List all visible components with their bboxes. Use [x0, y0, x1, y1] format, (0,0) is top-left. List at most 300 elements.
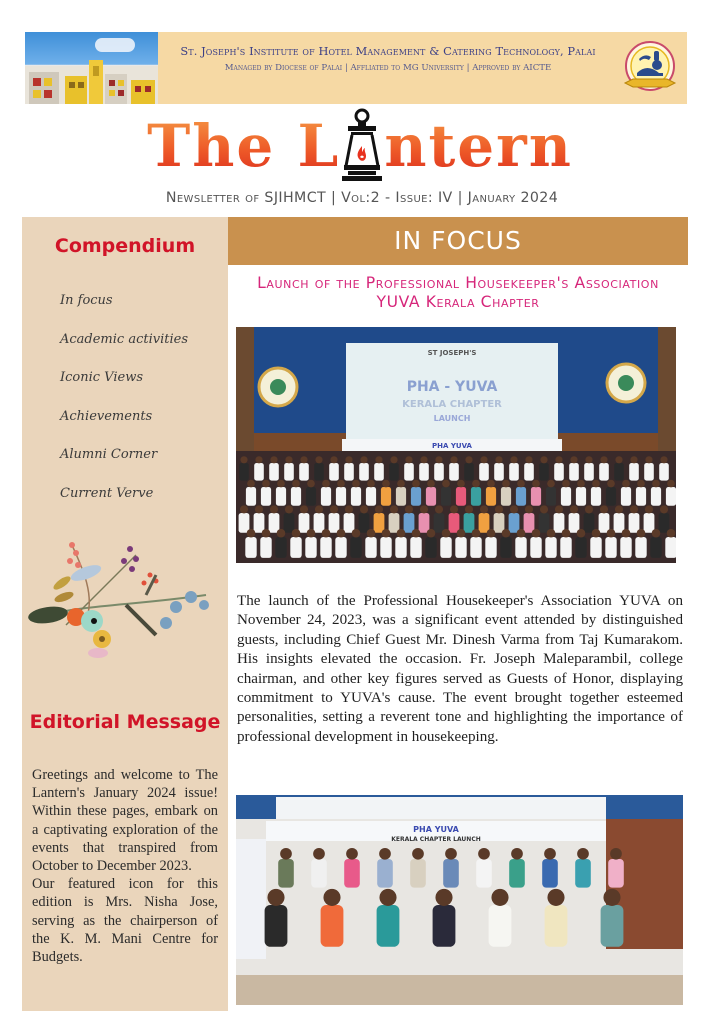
- person-head: [450, 505, 458, 513]
- person-head: [262, 480, 270, 488]
- person-head: [465, 505, 473, 513]
- person-figure: [305, 537, 316, 558]
- person-figure: [449, 463, 459, 481]
- person-figure: [260, 537, 271, 558]
- person-head: [420, 456, 427, 463]
- person-head: [472, 480, 480, 488]
- person-head: [292, 529, 301, 538]
- person-head: [315, 505, 323, 513]
- person-head: [412, 529, 421, 538]
- person-head: [346, 848, 358, 860]
- person-figure: [381, 487, 391, 506]
- person-head: [607, 480, 615, 488]
- person-figure: [599, 513, 610, 533]
- person-head: [427, 529, 436, 538]
- person-head: [622, 529, 631, 538]
- person-head: [307, 480, 315, 488]
- person-head: [323, 889, 340, 906]
- person-figure: [620, 537, 631, 558]
- person-head: [517, 480, 525, 488]
- person-head: [412, 848, 424, 860]
- person-head: [450, 456, 457, 463]
- person-head: [427, 480, 435, 488]
- person-figure: [621, 487, 631, 506]
- person-head: [525, 456, 532, 463]
- person-figure: [545, 537, 556, 558]
- person-head: [510, 505, 518, 513]
- person-head: [405, 456, 412, 463]
- person-figure: [569, 463, 579, 481]
- person-figure: [299, 513, 310, 533]
- person-figure: [509, 859, 525, 888]
- masthead: [110, 108, 610, 186]
- person-figure: [629, 513, 640, 533]
- person-head: [570, 456, 577, 463]
- person-figure: [494, 513, 505, 533]
- person-figure: [449, 513, 460, 533]
- person-figure: [659, 463, 669, 481]
- person-head: [603, 889, 620, 906]
- person-head: [517, 529, 526, 538]
- person-head: [330, 456, 337, 463]
- person-figure: [561, 487, 571, 506]
- person-figure: [629, 463, 639, 481]
- person-figure: [404, 513, 415, 533]
- person-figure: [650, 537, 661, 558]
- person-figure: [501, 487, 511, 506]
- person-figure: [539, 513, 550, 533]
- person-figure: [651, 487, 661, 506]
- event-group-photo-1: [236, 327, 676, 563]
- person-figure: [239, 463, 249, 481]
- person-figure: [404, 463, 414, 481]
- banner-subtext: KERALA CHAPTER LAUNCH: [391, 836, 481, 843]
- person-head: [491, 889, 508, 906]
- person-head: [322, 529, 331, 538]
- person-figure: [261, 487, 271, 506]
- person-head: [352, 529, 361, 538]
- person-figure: [476, 859, 492, 888]
- person-figure: [411, 487, 421, 506]
- person-head: [382, 480, 390, 488]
- title-part-2: ntern: [384, 112, 573, 180]
- person-head: [660, 456, 667, 463]
- person-figure: [545, 905, 568, 947]
- person-figure: [500, 537, 511, 558]
- person-head: [637, 529, 646, 538]
- person-head: [585, 456, 592, 463]
- person-head: [367, 480, 375, 488]
- person-figure: [479, 513, 490, 533]
- person-figure: [269, 463, 279, 481]
- person-head: [585, 505, 593, 513]
- person-head: [570, 505, 578, 513]
- person-head: [285, 456, 292, 463]
- person-figure: [560, 537, 571, 558]
- person-figure: [306, 487, 316, 506]
- compendium-heading: Compendium: [54, 235, 196, 257]
- person-head: [495, 456, 502, 463]
- person-head: [337, 529, 346, 538]
- person-figure: [606, 487, 616, 506]
- person-head: [502, 480, 510, 488]
- person-figure: [254, 513, 265, 533]
- person-head: [600, 456, 607, 463]
- person-figure: [554, 463, 564, 481]
- person-head: [502, 529, 511, 538]
- person-figure: [314, 513, 325, 533]
- person-figure: [419, 513, 430, 533]
- person-figure: [440, 537, 451, 558]
- person-figure: [335, 537, 346, 558]
- person-figure: [443, 859, 459, 888]
- person-head: [532, 529, 541, 538]
- menu-item-achievements[interactable]: Achievements: [60, 408, 153, 424]
- compendium-menu: [60, 293, 188, 524]
- person-head: [495, 505, 503, 513]
- person-figure: [311, 859, 327, 888]
- person-head: [652, 529, 661, 538]
- person-figure: [284, 463, 294, 481]
- person-figure: [344, 463, 354, 481]
- person-figure: [254, 463, 264, 481]
- newsletter-title: [110, 108, 610, 184]
- person-figure: [464, 463, 474, 481]
- person-figure: [614, 513, 625, 533]
- person-figure: [425, 537, 436, 558]
- person-head: [667, 529, 676, 538]
- person-figure: [336, 487, 346, 506]
- person-head: [337, 480, 345, 488]
- person-head: [313, 848, 325, 860]
- person-head: [420, 505, 428, 513]
- person-head: [511, 848, 523, 860]
- person-head: [577, 480, 585, 488]
- person-figure: [524, 513, 535, 533]
- article-title: Launch of the Professional Housekeeper's Association YUVA Kerala Chapter: [257, 274, 659, 311]
- person-head: [555, 456, 562, 463]
- person-figure: [374, 513, 385, 533]
- person-figure: [434, 513, 445, 533]
- person-figure: [614, 463, 624, 481]
- article-body: The launch of the Professional Housekeeper's Association YUVA on November 24, 2023, was a significant event attended by distinguished guests, including Chief Guest Mr. Dinesh Varma from Taj Kumarakom. His insights elevated the occasion. Fr. Joseph Maleparambil, college chairman, and other key figures served as Guests of Honor, displaying commitment to YUVA's cause. The event brought together esteemed personalities, setting a reverent tone and highlighting the importance of professional development in housekeeping.: [237, 593, 683, 745]
- person-head: [330, 505, 338, 513]
- person-figure: [410, 859, 426, 888]
- person-head: [412, 480, 420, 488]
- person-figure: [575, 859, 591, 888]
- person-head: [442, 480, 450, 488]
- person-figure: [494, 463, 504, 481]
- person-figure: [329, 513, 340, 533]
- person-figure: [575, 537, 586, 558]
- banner-text: PHA YUVA: [432, 442, 472, 450]
- person-figure: [239, 513, 250, 533]
- person-figure: [546, 487, 556, 506]
- person-figure: [290, 537, 301, 558]
- person-figure: [601, 905, 624, 947]
- person-figure: [269, 513, 280, 533]
- person-head: [630, 505, 638, 513]
- person-figure: [591, 487, 601, 506]
- person-head: [525, 505, 533, 513]
- person-head: [607, 529, 616, 538]
- person-figure: [433, 905, 456, 947]
- person-figure: [350, 537, 361, 558]
- screen-header-text: ST JOSEPH'S: [427, 349, 477, 357]
- person-figure: [329, 463, 339, 481]
- person-figure: [524, 463, 534, 481]
- person-head: [267, 889, 284, 906]
- person-figure: [584, 513, 595, 533]
- editorial-heading: Editorial Message: [29, 711, 221, 733]
- person-head: [645, 505, 653, 513]
- person-head: [547, 529, 556, 538]
- person-figure: [389, 513, 400, 533]
- person-head: [615, 456, 622, 463]
- person-figure: [515, 537, 526, 558]
- person-figure: [471, 487, 481, 506]
- screen-line-2: KERALA CHAPTER: [402, 399, 502, 410]
- person-head: [240, 456, 247, 463]
- person-head: [240, 505, 248, 513]
- person-head: [472, 529, 481, 538]
- person-head: [285, 505, 293, 513]
- person-figure: [530, 537, 541, 558]
- person-figure: [320, 537, 331, 558]
- person-head: [465, 456, 472, 463]
- person-figure: [470, 537, 481, 558]
- person-head: [445, 848, 457, 860]
- person-figure: [276, 487, 286, 506]
- person-figure: [366, 487, 376, 506]
- person-head: [397, 480, 405, 488]
- person-head: [375, 505, 383, 513]
- person-figure: [489, 905, 512, 947]
- person-figure: [635, 537, 646, 558]
- person-head: [352, 480, 360, 488]
- editorial-message-text: [32, 766, 218, 966]
- person-figure: [554, 513, 565, 533]
- person-head: [562, 529, 571, 538]
- editorial-paragraph: Our featured icon for this edition is Mrs. Nisha Jose, serving as the chairperson of the K. M. Mani Centre for Budgets.: [32, 876, 218, 966]
- person-head: [532, 480, 540, 488]
- menu-item-alumni-corner[interactable]: Alumni Corner: [60, 447, 158, 462]
- event-group-photo-2: [236, 795, 683, 1005]
- person-figure: [531, 487, 541, 506]
- person-head: [544, 848, 556, 860]
- group-photo-illustration: [236, 327, 676, 563]
- person-figure: [509, 513, 520, 533]
- person-head: [480, 456, 487, 463]
- person-figure: [608, 859, 624, 888]
- person-head: [280, 848, 292, 860]
- person-figure: [389, 463, 399, 481]
- person-figure: [486, 487, 496, 506]
- person-figure: [644, 463, 654, 481]
- person-head: [405, 505, 413, 513]
- person-head: [630, 456, 637, 463]
- person-figure: [485, 537, 496, 558]
- menu-item-in-focus[interactable]: In focus: [60, 293, 113, 308]
- person-head: [300, 456, 307, 463]
- person-head: [652, 480, 660, 488]
- person-figure: [359, 513, 370, 533]
- person-figure: [275, 537, 286, 558]
- person-figure: [284, 513, 295, 533]
- person-head: [379, 848, 391, 860]
- person-figure: [605, 537, 616, 558]
- person-figure: [351, 487, 361, 506]
- person-head: [390, 456, 397, 463]
- editorial-paragraph: Greetings and welcome to The Lantern's January 2024 issue! Within these pages, embark on a captivating exploration of the events that transpired from October to December 2023.: [32, 767, 218, 875]
- person-figure: [419, 463, 429, 481]
- dignitaries-photo-illustration: [236, 795, 683, 1005]
- person-head: [379, 889, 396, 906]
- person-head: [262, 529, 271, 538]
- person-figure: [456, 487, 466, 506]
- person-figure: [245, 537, 256, 558]
- person-head: [345, 456, 352, 463]
- section-label: IN FOCUS: [394, 226, 522, 255]
- screen-line-1: PHA - YUVA: [406, 379, 498, 395]
- person-head: [487, 529, 496, 538]
- person-head: [577, 848, 589, 860]
- person-figure: [321, 905, 344, 947]
- person-head: [622, 480, 630, 488]
- person-head: [577, 529, 586, 538]
- person-figure: [659, 513, 670, 533]
- person-figure: [636, 487, 646, 506]
- person-figure: [569, 513, 580, 533]
- person-figure: [441, 487, 451, 506]
- person-head: [610, 848, 622, 860]
- person-figure: [665, 537, 676, 558]
- person-figure: [542, 859, 558, 888]
- person-head: [315, 456, 322, 463]
- banner-text: PHA YUVA: [413, 825, 459, 834]
- person-head: [457, 480, 465, 488]
- building-illustration: [25, 58, 158, 104]
- person-figure: [359, 463, 369, 481]
- person-figure: [278, 859, 294, 888]
- menu-item-current-verve[interactable]: Current Verve: [60, 485, 154, 501]
- person-head: [270, 456, 277, 463]
- person-figure: [395, 537, 406, 558]
- campus-building-photo: [25, 32, 158, 104]
- person-head: [435, 889, 452, 906]
- person-figure: [426, 487, 436, 506]
- person-head: [307, 529, 316, 538]
- person-figure: [374, 463, 384, 481]
- person-figure: [377, 905, 400, 947]
- person-head: [637, 480, 645, 488]
- person-head: [397, 529, 406, 538]
- person-head: [360, 505, 368, 513]
- person-figure: [344, 513, 355, 533]
- person-head: [540, 505, 548, 513]
- person-head: [547, 480, 555, 488]
- institute-emblem-icon: [621, 39, 679, 97]
- person-figure: [265, 905, 288, 947]
- person-head: [478, 848, 490, 860]
- person-head: [382, 529, 391, 538]
- person-head: [540, 456, 547, 463]
- person-figure: [479, 463, 489, 481]
- institute-affiliation: Managed by Diocese of Palai | Affliated to MG University | Approved by AICTE: [224, 63, 552, 73]
- newsletter-tagline: Newsletter of SJIHMCT | Vol:2 - Issue: IV | January 2024: [165, 190, 559, 206]
- person-head: [547, 889, 564, 906]
- person-figure: [321, 487, 331, 506]
- person-head: [300, 505, 308, 513]
- person-figure: [291, 487, 301, 506]
- person-head: [435, 456, 442, 463]
- person-figure: [410, 537, 421, 558]
- person-head: [270, 505, 278, 513]
- person-head: [292, 480, 300, 488]
- person-head: [555, 505, 563, 513]
- person-figure: [299, 463, 309, 481]
- person-figure: [377, 859, 393, 888]
- person-figure: [455, 537, 466, 558]
- person-figure: [576, 487, 586, 506]
- menu-item-iconic-views[interactable]: Iconic Views: [60, 370, 143, 385]
- menu-item-academic-activities[interactable]: Academic activities: [60, 331, 188, 347]
- person-head: [615, 505, 623, 513]
- title-part-1: The L: [147, 112, 341, 180]
- person-figure: [644, 513, 655, 533]
- person-head: [247, 529, 256, 538]
- person-figure: [516, 487, 526, 506]
- person-figure: [509, 463, 519, 481]
- person-head: [255, 505, 263, 513]
- person-head: [645, 456, 652, 463]
- person-figure: [584, 463, 594, 481]
- person-head: [667, 480, 675, 488]
- section-header-in-focus: [228, 217, 688, 265]
- person-head: [592, 529, 601, 538]
- person-head: [375, 456, 382, 463]
- person-head: [457, 529, 466, 538]
- person-figure: [380, 537, 391, 558]
- person-figure: [365, 537, 376, 558]
- person-figure: [539, 463, 549, 481]
- lantern-icon: [342, 108, 382, 182]
- person-figure: [666, 487, 676, 506]
- person-figure: [434, 463, 444, 481]
- person-head: [592, 480, 600, 488]
- cloud-shape: [95, 38, 135, 52]
- person-head: [510, 456, 517, 463]
- person-head: [435, 505, 443, 513]
- person-head: [487, 480, 495, 488]
- person-figure: [590, 537, 601, 558]
- person-figure: [344, 859, 360, 888]
- screen-line-3: LAUNCH: [433, 414, 471, 423]
- header-banner: [25, 32, 687, 104]
- person-figure: [599, 463, 609, 481]
- institute-name: St. Joseph's Institute of Hotel Management & Catering Technology, Palai: [180, 44, 596, 58]
- person-figure: [464, 513, 475, 533]
- person-figure: [314, 463, 324, 481]
- floral-illustration-icon: [26, 535, 220, 663]
- person-head: [345, 505, 353, 513]
- person-head: [322, 480, 330, 488]
- person-head: [562, 480, 570, 488]
- person-head: [255, 456, 262, 463]
- person-head: [367, 529, 376, 538]
- person-head: [480, 505, 488, 513]
- person-head: [360, 456, 367, 463]
